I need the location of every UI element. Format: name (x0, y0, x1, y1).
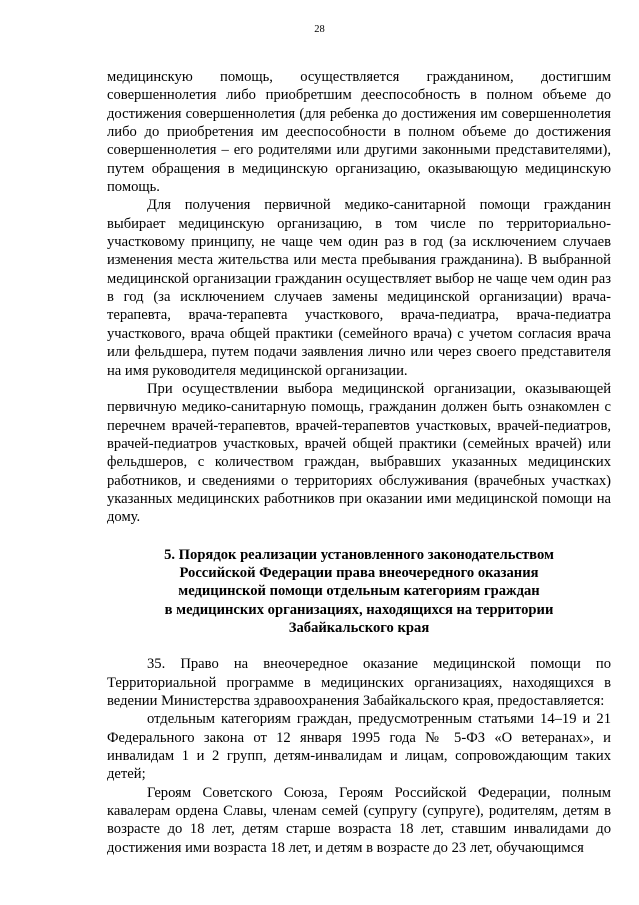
paragraph-heroes-category: Героям Советского Союза, Героям Российской Федерации, полным кавалерам ордена Славы, членам семей (супругу (супруге), родителям, детям в возрасте до 18 лет, детям старше возраста 18 лет, ставшим инвалидами до достижения ими возраста 18 лет, и детям в возрасте до 23 лет, обучающимся (107, 784, 611, 856)
page-number: 28 (314, 24, 325, 35)
section-heading-line: Российской Федерации права внеочередного оказания (179, 564, 539, 581)
page-body (107, 68, 611, 857)
section-heading-line: Забайкальского края (288, 619, 430, 636)
section-heading (107, 546, 611, 638)
paragraph-veterans-category: отдельным категориям граждан, предусмотренным статьями 14–19 и 21 Федерального закона от 12 января 1995 года № 5-ФЗ «О ветеранах», и инвалидам 1 и 2 групп, детям-инвалидам и лицам, сопровождающим таких детей; (107, 711, 611, 783)
section-heading-line: в медицинских организациях, находящихся на территории (164, 601, 554, 618)
section-heading-line: 5. Порядок реализации установленного законодательством (164, 546, 554, 563)
section-heading-line: медицинской помощи отдельным категориям граждан (178, 583, 540, 600)
paragraph-continuation: медицинскую помощь, осуществляется гражданином, достигшим совершеннолетия либо приобретшим дееспособность в полном объеме до достижения совершеннолетия (для ребенка до достижения им совершеннолетия либо до приобретения им дееспособности в полном объеме до достижения совершеннолетия – его родителями или другими законными представителями), путем обращения в медицинскую организацию, оказывающую медицинскую помощь. (107, 69, 611, 196)
paragraph-doctor-list-familiarization: При осуществлении выбора медицинской организации, оказывающей первичную медико-санитарную помощь, гражданин должен быть ознакомлен с перечнем врачей-терапевтов, врачей-терапевтов участковых, врачей-педиатров, врачей-педиатров участковых, врачей общей практики (семейных врачей) или фельдшеров, с количеством граждан, выбравших указанных медицинских работников, и сведениями о территориях обслуживания (врачебных участках) указанных медицинских работников при оказании ими медицинской помощи на дому. (107, 380, 611, 526)
paragraph-primary-care-choice: Для получения первичной медико-санитарной помощи гражданин выбирает медицинскую организацию, в том числе по территориально-участковому принципу, не чаще чем один раз в год (за исключением случаев изменения места жительства или места пребывания гражданина). В выбранной медицинской организации гражданин осуществляет выбор не чаще чем один раз в год (за исключением случаев замены медицинской организации) врача-терапевта, врача-терапевта участкового, врача-педиатра, врача-педиатра участкового, врача общей практики (семейного врача) с учетом согласия врача или фельдшера, путем подачи заявления лично или через своего представителя на имя руководителя медицинской организации. (107, 197, 611, 379)
paragraph-item-35: 35. Право на внеочередное оказание медицинской помощи по Территориальной программе в медицинских организациях, находящихся в ведении Министерства здравоохранения Забайкальского края, предоставляется: (107, 656, 611, 709)
